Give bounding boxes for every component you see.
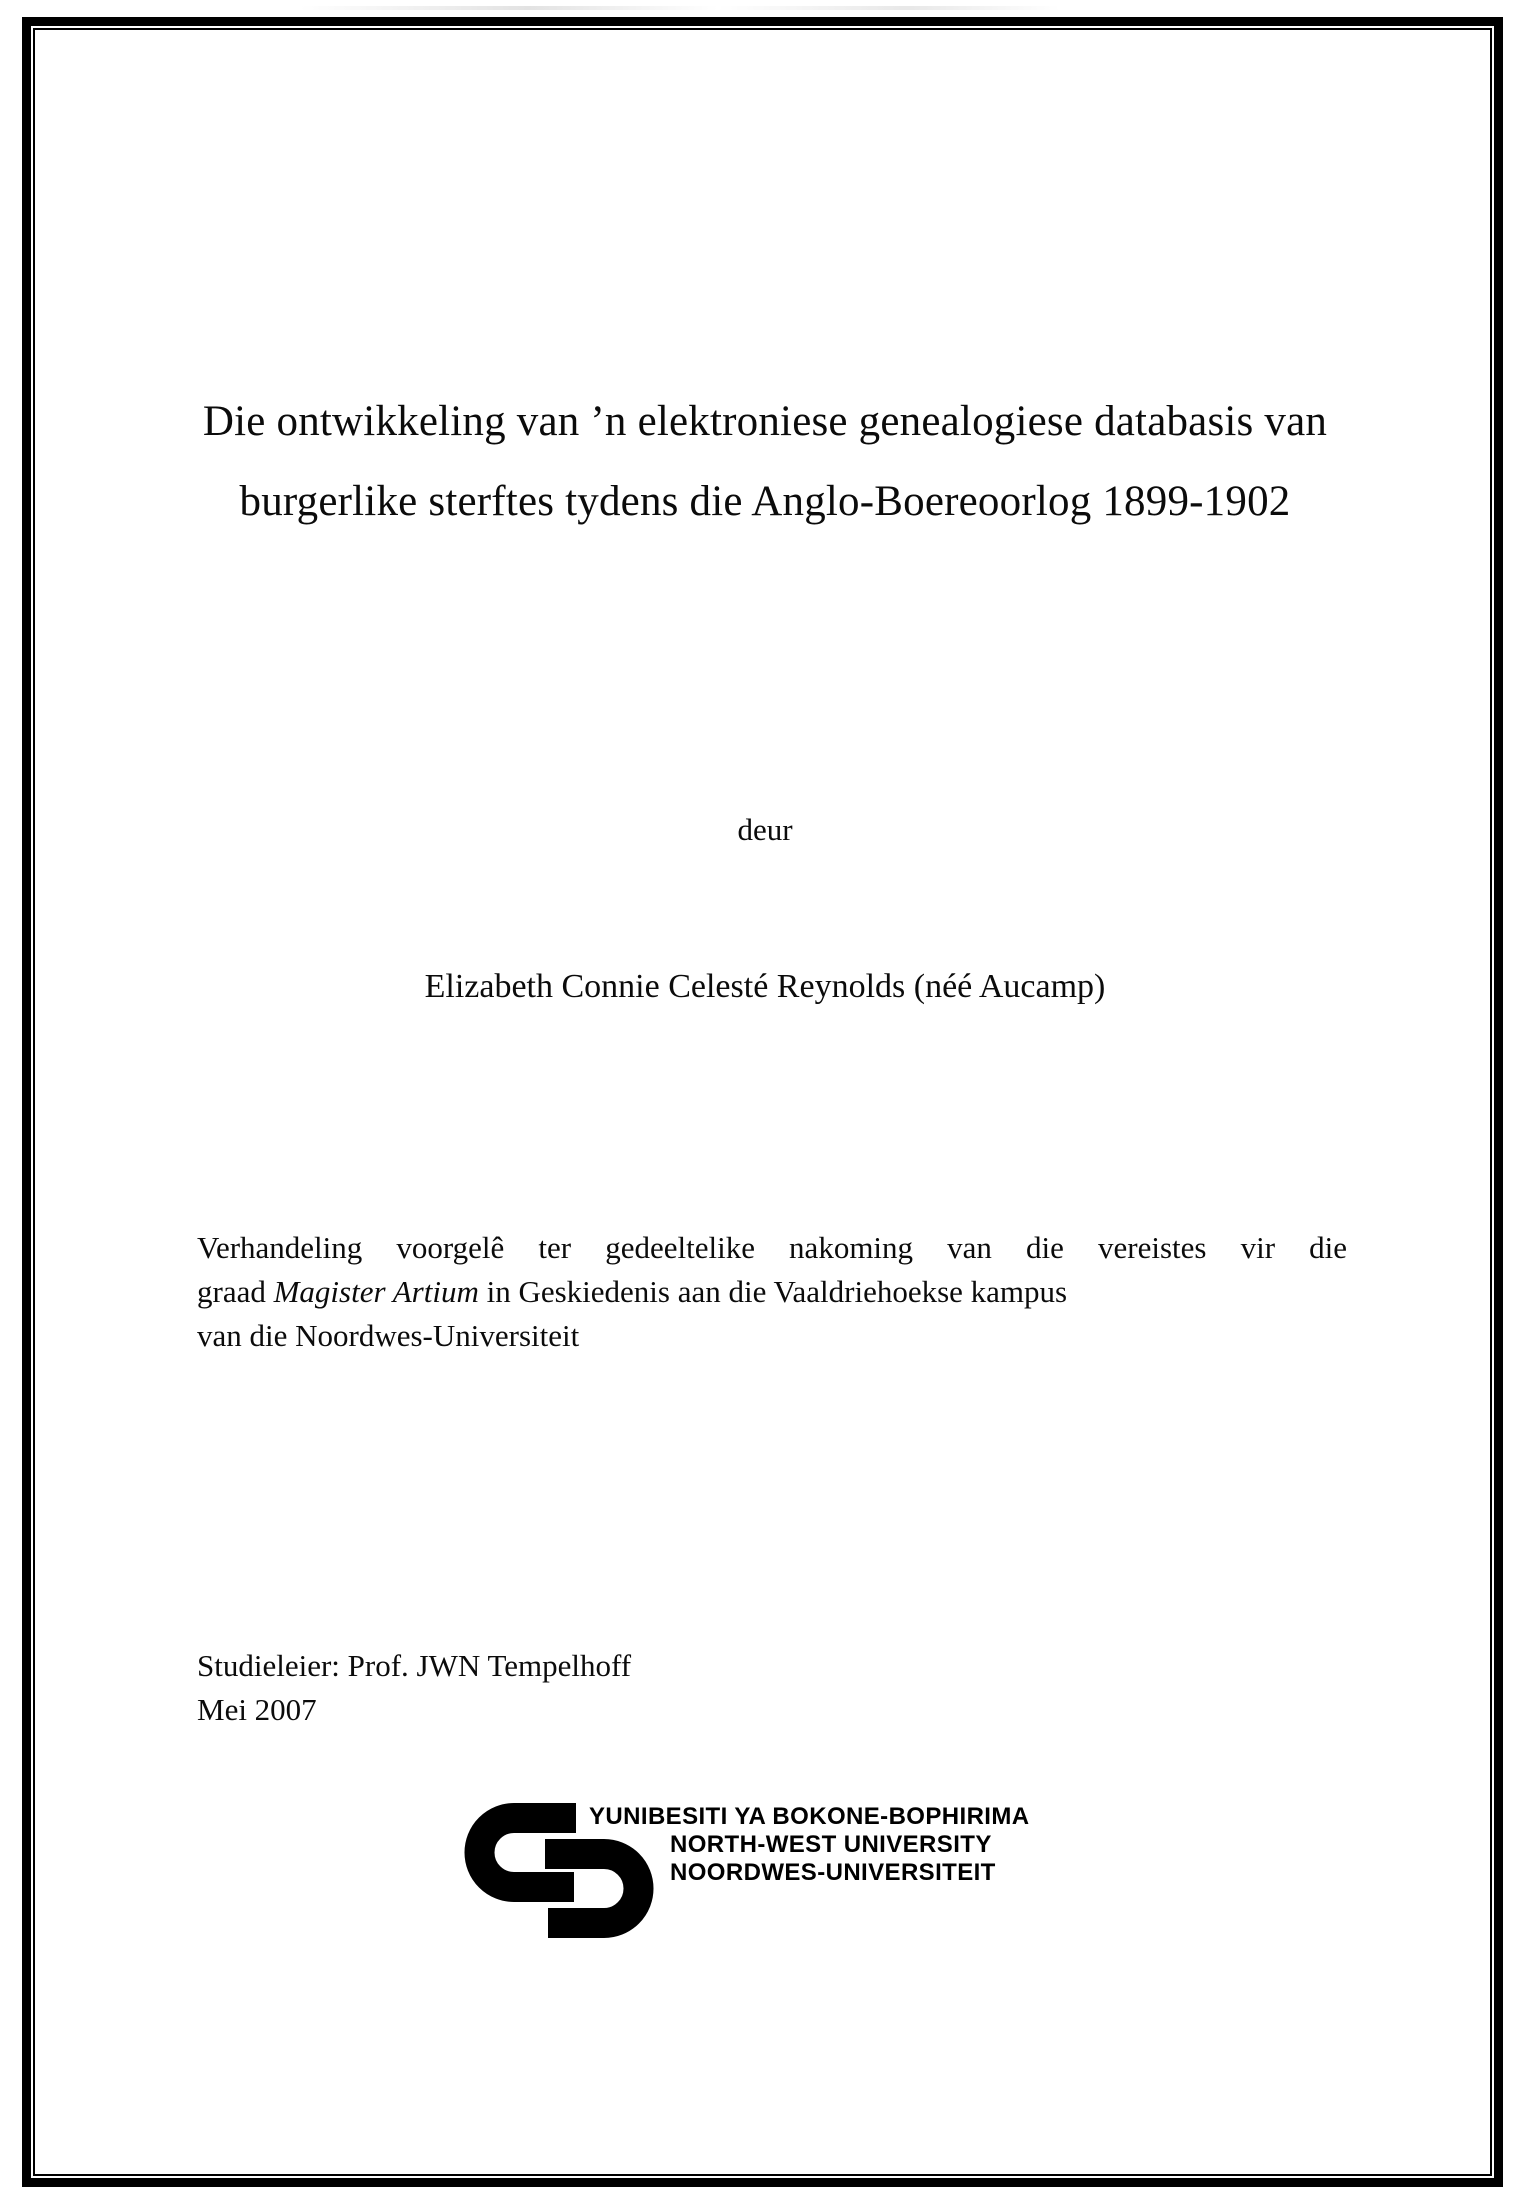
degree-name-italic: Magister Artium (273, 1274, 479, 1309)
thesis-statement (197, 1226, 1347, 1358)
supervisor-block (197, 1644, 1097, 1732)
supervisor-line: Studieleier: Prof. JWN Tempelhoff (197, 1648, 632, 1683)
byline: deur (737, 812, 793, 847)
logo-text-afrikaans: NOORDWES-UNIVERSITEIT (670, 1859, 996, 1886)
thesis-statement-line-3: van die Noordwes-Universiteit (197, 1318, 580, 1353)
thesis-statement-line-1: Verhandeling voorgelê ter gedeeltelike nakoming van die vereistes vir die (197, 1230, 1347, 1265)
university-logo (458, 1798, 1098, 1943)
thesis-line2-pre: graad (197, 1274, 274, 1309)
page-title (185, 382, 1345, 542)
logo-text-setswana: YUNIBESITI YA BOKONE-BOPHIRIMA (589, 1803, 1030, 1830)
author-name: Elizabeth Connie Celesté Reynolds (néé Aucamp) (424, 968, 1106, 1005)
title-line-1: Die ontwikkeling van ’n elektroniese genealogiese databasis van (202, 398, 1328, 445)
date-line: Mei 2007 (197, 1692, 317, 1727)
thesis-statement-line-2 (197, 1270, 1347, 1314)
title-line-2: burgerlike sterftes tydens die Anglo-Boereoorlog 1899-1902 (239, 478, 1291, 525)
thesis-line2-post: in Geskiedenis aan die Vaaldriehoekse kampus (478, 1274, 1068, 1309)
logo-text-english: NORTH-WEST UNIVERSITY (670, 1831, 992, 1858)
